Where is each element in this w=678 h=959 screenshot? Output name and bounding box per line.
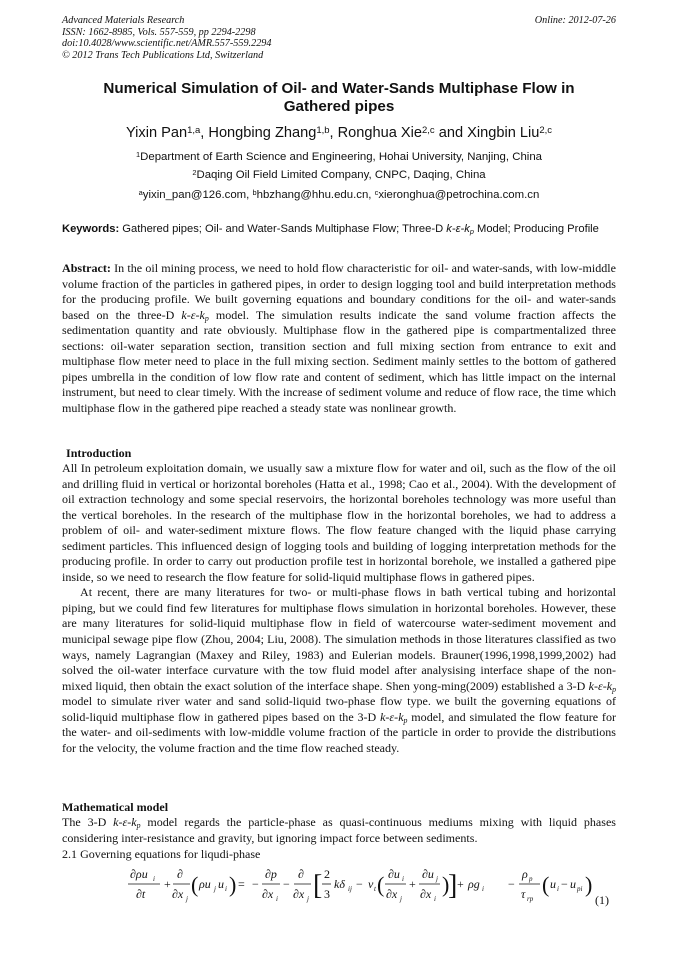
email-separator: , <box>368 189 375 201</box>
svg-text:∂: ∂ <box>177 867 183 881</box>
svg-text:∂: ∂ <box>298 867 304 881</box>
svg-text:i: i <box>153 875 155 883</box>
svg-text:): ) <box>442 872 450 897</box>
model-subscript: p <box>136 820 141 830</box>
title-line-1: Numerical Simulation of Oil- and Water-Sands Multiphase Flow in <box>103 80 575 97</box>
math-model-body <box>62 815 616 846</box>
svg-text:−: − <box>561 877 568 891</box>
svg-text:t: t <box>374 885 376 893</box>
issn-line: ISSN: 1662-8985, Vols. 557-559, pp 2294-2298 <box>62 26 256 38</box>
svg-text:+: + <box>164 877 171 891</box>
svg-text:kδ: kδ <box>334 877 345 891</box>
svg-text:+: + <box>457 877 464 891</box>
email-separator: , <box>246 189 253 201</box>
svg-text:rp: rp <box>527 895 534 903</box>
svg-text:ρg: ρg <box>468 877 480 891</box>
svg-text:=: = <box>238 877 245 891</box>
copyright-line: © 2012 Trans Tech Publications Ltd, Switzerland <box>62 49 264 61</box>
svg-text:u: u <box>218 877 224 891</box>
svg-text:i: i <box>482 885 484 893</box>
svg-text:j: j <box>214 885 216 893</box>
keywords-label: Keywords: <box>62 223 120 235</box>
paper-title <box>62 80 616 115</box>
affil-mark: 1 <box>136 149 141 159</box>
svg-text:3: 3 <box>324 887 330 901</box>
email-mark: a <box>138 187 143 197</box>
affil-text: Department of Earth Science and Engineering, Hohai University, Nanjing, China <box>140 151 542 163</box>
svg-text:∂t: ∂t <box>136 887 146 901</box>
model-subscript: p <box>403 715 408 725</box>
email-link[interactable]: xieronghua@petrochina.com.cn <box>378 189 540 201</box>
svg-text:(: ( <box>377 872 385 897</box>
svg-text:ij: ij <box>348 885 352 893</box>
svg-text:∂u: ∂u <box>388 867 400 881</box>
online-date: Online: 2012-07-26 <box>534 15 616 26</box>
svg-text:∂x: ∂x <box>262 887 274 901</box>
svg-text:τ: τ <box>521 887 526 901</box>
keywords-text: Gathered pipes; Oil- and Water-Sands Multiphase Flow; Three-D <box>119 223 447 235</box>
svg-text:∂u: ∂u <box>422 867 434 881</box>
abstract-label: Abstract: <box>62 261 111 275</box>
svg-text:∂x: ∂x <box>293 887 305 901</box>
affiliation-2 <box>62 168 616 182</box>
model-subscript: p <box>204 313 209 323</box>
journal-header <box>62 15 271 61</box>
journal-name: Advanced Materials Research <box>62 15 185 26</box>
model-name: k-ε-k <box>113 815 137 829</box>
author-affil-mark: 2,c <box>539 124 553 136</box>
svg-text:+: + <box>409 877 416 891</box>
svg-text:ρu: ρu <box>199 877 211 891</box>
model-subscript: p <box>612 684 616 694</box>
math-text: The 3-D <box>62 815 114 829</box>
svg-text:[: [ <box>313 870 323 901</box>
intro-text: At recent, there are many literatures for two- or multi-phase flows in bath vertical tubing and horizontal piping, but we could find few literatures for multiphase flows simulation in horizontal boreholes. However, these are many literatures for solid-liquid multiphase flow in field of watercourse water-sediment movement and municipal sewage pipe flow (Zhou, 2004; Liu, 2008). The simulation methods in those literatures classified as two ways, namely Lagrangian (Maxey and Riley, 1983) and Eulerian models. Brauner(1996,1998,1999,2002) had solved the oil-water interface curvature with the tow fluid model after analysising interface shape of the non-mixed liquid, then obtain the exact solution of the interface shape. Shen yong-ming(2009) established a 3-D <box>62 585 616 693</box>
svg-text:2: 2 <box>324 867 330 881</box>
svg-text:∂x: ∂x <box>386 887 398 901</box>
svg-text:∂p: ∂p <box>265 867 277 881</box>
svg-text:j: j <box>186 895 188 903</box>
svg-text:]: ] <box>448 870 458 901</box>
email-link[interactable]: yixin_pan@126.com <box>142 189 247 201</box>
svg-text:−: − <box>252 877 259 891</box>
svg-text:u: u <box>550 877 556 891</box>
author-affil-mark: 1,a <box>187 124 201 136</box>
svg-text:j: j <box>307 895 309 903</box>
author-list <box>62 124 616 142</box>
author-name: Ronghua Xie <box>337 125 423 141</box>
svg-text:i: i <box>557 885 559 893</box>
author-name: Yixin Pan <box>125 125 188 141</box>
title-line-2: Gathered pipes <box>283 97 395 115</box>
svg-text:j: j <box>436 875 438 883</box>
introduction-body <box>62 461 616 756</box>
svg-text:ν: ν <box>368 877 374 891</box>
model-name: k-ε-k <box>446 223 470 235</box>
section-heading-introduction: Introduction <box>66 446 132 460</box>
model-name: k-ε-k <box>380 709 404 724</box>
keywords <box>62 223 616 236</box>
model-subscript: p <box>469 226 474 236</box>
affil-mark: 2 <box>192 167 197 177</box>
svg-text:): ) <box>585 872 593 897</box>
author-affil-mark: 1,b <box>316 124 330 136</box>
intro-paragraph-1: All In petroleum exploitation domain, we usually saw a mixture flow for water and oil, such as the flow of the oil and drilling fluid in vertical or horizontal boreholes (Hatta et al., 1998; Cao et al., 2004). With the development of oil extraction technology and some special reservoirs, the horizontal boreholes technology was more useful than the vertical boreholes. In the research of the multiphase flow in the horizontal boreholes, we had to address a problem of oil- and water-sediment mixture flows. The flow feature changed with the liquid phase carrying sediment particles. This influenced design of logging tools and building of logging interpretation methods for the producing profile. In order to carry out production profile test in horizontal borehole, we installed a gathered pipe inside, so we need to research the flow feature for solid-liquid multiphase flows in gathered pipes. <box>62 461 616 584</box>
author-name: Xingbin Liu <box>467 125 540 141</box>
svg-text:i: i <box>402 875 404 883</box>
abstract-text: In the oil mining process, we need to hold flow characteristic for oil- and water-sands, with low-middle volume fraction of the particles in gathered pipes, in order to design logging tool and build interpretation methods for the producing profile. We built governing equations and boundary conditions for the oil- and water-sands based on the three-D <box>62 261 616 322</box>
author-separator: , <box>200 125 209 141</box>
governing-equation-tail <box>508 864 608 908</box>
intro-text: model to simulate river water and sand solid-liquid two-phase flow type. we built the governing equations of solid-liquid multiphase flow in gathered pipes based on the 3-D <box>62 694 616 724</box>
math-text: model regards the particle-phase as quasi-continuous mediums mixing with liquid phases considering inter-resistance and gravity, but ignoring impact force between sediments. <box>62 815 616 845</box>
model-name: k-ε-k <box>181 307 205 322</box>
svg-text:i: i <box>276 895 278 903</box>
email-mark: c <box>374 187 379 197</box>
email-link[interactable]: hbzhang@hhu.edu.cn <box>256 189 369 201</box>
svg-text:i: i <box>225 885 227 893</box>
svg-text:ρ: ρ <box>522 867 528 881</box>
svg-text:u: u <box>570 877 576 891</box>
subsection-heading: 2.1 Governing equations for liqudi-phase <box>62 847 261 861</box>
doi-line: doi:10.4028/www.scientific.net/AMR.557-559.2294 <box>62 38 272 50</box>
svg-text:(: ( <box>191 872 199 897</box>
abstract <box>62 261 616 416</box>
svg-text:(: ( <box>542 872 550 897</box>
svg-text:−: − <box>283 877 290 891</box>
section-heading-mathematical-model: Mathematical model <box>62 800 169 814</box>
svg-text:∂x: ∂x <box>420 887 432 901</box>
email-mark: b <box>252 187 257 197</box>
svg-text:j: j <box>400 895 402 903</box>
model-name: k-ε-k <box>588 678 613 693</box>
author-separator: , <box>329 125 338 141</box>
svg-text:pi: pi <box>577 885 583 893</box>
svg-text:∂x: ∂x <box>172 887 184 901</box>
author-affil-mark: 2,c <box>422 124 435 136</box>
email-line <box>62 188 616 202</box>
svg-text:∂ρu: ∂ρu <box>130 867 148 881</box>
affiliation-1 <box>62 150 616 164</box>
equation-number: (1) <box>595 893 610 907</box>
keywords-text: Model; Producing Profile <box>473 223 599 235</box>
author-name: Hongbing Zhang <box>208 125 317 141</box>
abstract-text: model. The simulation results indicate the sand volume fraction affects the sedimentation quantity and rate obviously. Multiphase flow in the gathered pipe is compartmentalized three sections: oil-water separation section, transition section and full mixing section from entrance to exit and multiphase flow meter need to place in the full mixing section. Sediment mainly settles to the bottom of gathered pipes umbrella in the condition of low flow rate and content of sediment, which has little impact on the internal instrument, but need to clear timely. With the increase of sediment volume and reduce of flow race, the time which multiphase flow in the gathered pipe reached a steady state was nonlinear growth. <box>62 307 617 415</box>
svg-text:−: − <box>508 877 515 891</box>
author-separator: and <box>434 125 468 141</box>
svg-text:): ) <box>229 872 237 897</box>
intro-paragraph-2 <box>62 585 616 756</box>
svg-text:−: − <box>356 877 363 891</box>
svg-text:p: p <box>529 875 533 883</box>
governing-equation-image <box>128 864 508 908</box>
svg-text:i: i <box>434 895 436 903</box>
intro-text: model, and simulated the flow feature for the water- and oil-sediments with low-middle volume fraction of the particle in order to provide the distributions for the velocity, the volume fraction and the time flow reached steady. <box>62 709 616 755</box>
affil-text: Daqing Oil Field Limited Company, CNPC, Daqing, China <box>196 169 486 181</box>
